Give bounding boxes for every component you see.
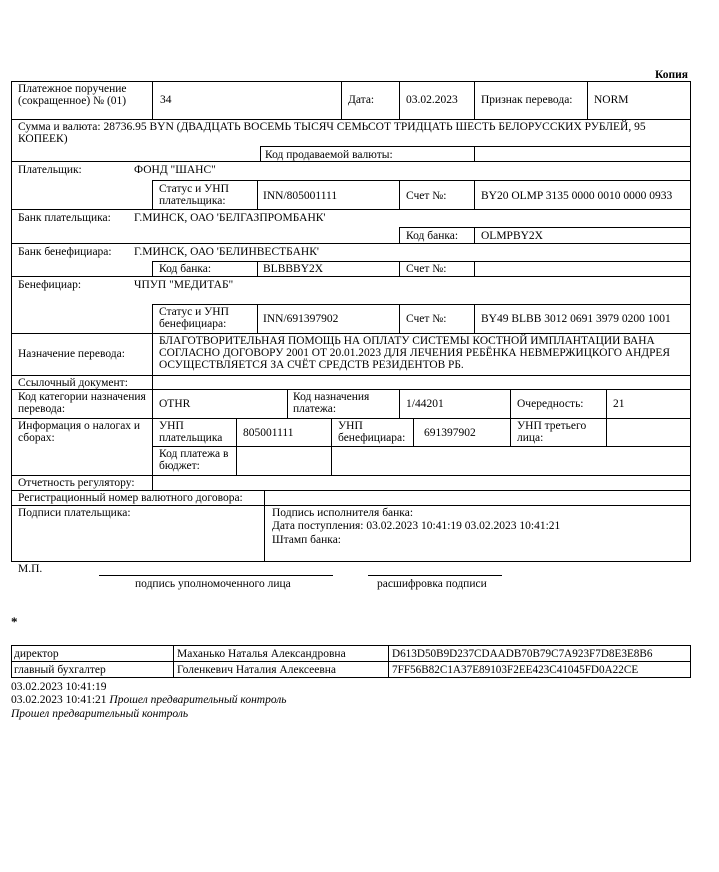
beneficiary-account-label: Счет №: xyxy=(406,313,447,325)
beneficiary-account: BY49 BLBB 3012 0691 3979 0200 1001 xyxy=(481,313,671,325)
purpose-text: БЛАГОТВОРИТЕЛЬНАЯ ПОМОЩЬ НА ОПЛАТУ СИСТЕМЫ КОСТНОЙ ИМПЛАНТАЦИИ ВАНА СОГЛАСНО ДОГОВОРУ 2001 ОТ 20.01.2023 ДЛЯ ЛЕЧЕНИЯ РЕБЁНКА НЕВМЕРЖИЦКОГО АНДРЕЯ ОСУЩЕСТВЛЯЕТСЯ ЗА СЧЁТ СРЕДСТВ РЕЗИДЕНТОВ РБ. xyxy=(159,335,670,371)
taxes-beneficiary-unp-label: УНП бенефициара: xyxy=(338,420,406,444)
beneficiary-bank-code-label: Код банка: xyxy=(159,263,212,275)
log-line-2-note: Прошел предварительный контроль xyxy=(109,694,287,706)
reference-doc-label: Ссылочный документ: xyxy=(18,377,128,389)
budget-code-label: Код платежа в бюджет: xyxy=(159,448,229,472)
order-number: 34 xyxy=(160,94,172,106)
date-label: Дата: xyxy=(348,94,375,106)
transfer-sign-label: Признак перевода: xyxy=(481,94,573,106)
payment-purpose-code: 1/44201 xyxy=(406,398,444,410)
order-date: 03.02.2023 xyxy=(406,94,458,106)
decode-signature-line xyxy=(368,575,502,576)
beneficiary-status-label: Статус и УНП бенефициара: xyxy=(159,306,229,330)
category-label: Код категории назначения перевода: xyxy=(18,391,146,415)
payer-label: Плательщик: xyxy=(18,164,82,176)
payer-bank-name: Г.МИНСК, ОАО 'БЕЛГАЗПРОМБАНК' xyxy=(134,212,326,224)
payer-account-label: Счет №: xyxy=(406,190,447,202)
priority-value: 21 xyxy=(613,398,625,410)
contract-reg-label: Регистрационный номер валютного договора: xyxy=(18,492,243,504)
signature-caption: подпись уполномоченного лица xyxy=(135,578,291,590)
transfer-sign: NORM xyxy=(594,94,629,106)
regulator-label: Отчетность регулятору: xyxy=(18,477,135,489)
signature-line xyxy=(99,575,333,576)
copy-label: Копия xyxy=(655,69,688,81)
payer-bank-code: OLMPBY2X xyxy=(481,230,543,242)
taxes-payer-unp: 805001111 xyxy=(243,427,294,439)
taxes-beneficiary-unp: 691397902 xyxy=(424,427,476,439)
priority-label: Очередность: xyxy=(517,398,584,410)
signer-name: Голенкевич Наталия Алексеевна xyxy=(177,664,337,676)
taxes-label: Информация о налогах и сборах: xyxy=(18,420,141,444)
beneficiary-label: Бенефициар: xyxy=(18,279,82,291)
received-date: Дата поступления: 03.02.2023 10:41:19 03.02.2023 10:41:21 xyxy=(272,520,561,532)
payer-bank-code-label: Код банка: xyxy=(406,230,459,242)
payer-status-label: Статус и УНП плательщика: xyxy=(159,183,229,207)
payer-signatures-label: Подписи плательщика: xyxy=(18,507,131,519)
stamp-place-label: М.П. xyxy=(18,563,43,575)
taxes-third-party-label: УНП третьего лица: xyxy=(517,420,587,444)
beneficiary-unp: INN/691397902 xyxy=(263,313,339,325)
payment-purpose-code-label: Код назначения платежа: xyxy=(293,391,370,415)
taxes-payer-unp-label: УНП плательщика xyxy=(159,420,223,444)
signer-name: Маханько Наталья Александровна xyxy=(177,648,346,660)
payer-unp: INN/805001111 xyxy=(263,190,338,202)
beneficiary-bank-account-label: Счет №: xyxy=(406,263,447,275)
beneficiary-bank-name: Г.МИНСК, ОАО 'БЕЛИНВЕСТБАНК' xyxy=(134,246,319,258)
payer-account: BY20 OLMP 3135 0000 0010 0000 0933 xyxy=(481,190,673,202)
executor-signature-label: Подпись исполнителя банка: xyxy=(272,507,414,519)
decode-caption: расшифровка подписи xyxy=(377,578,487,590)
beneficiary-bank-label: Банк бенефициара: xyxy=(18,246,112,258)
order-title: Платежное поручение (сокращенное) № (01) xyxy=(18,83,127,107)
signer-hash: D613D50B9D237CDAADB70B79C7A923F7D8E3E8B6 xyxy=(392,648,653,660)
bank-stamp-label: Штамп банка: xyxy=(272,534,341,546)
purpose-label: Назначение перевода: xyxy=(18,348,125,360)
payer-name: ФОНД "ШАНС" xyxy=(134,164,216,176)
asterisk-mark: * xyxy=(11,614,18,629)
beneficiary-name: ЧПУП "МЕДИТАБ" xyxy=(134,279,234,291)
log-line-2 xyxy=(11,694,287,706)
log-line-2-time: 03.02.2023 10:41:21 xyxy=(11,694,107,706)
beneficiary-bank-code: BLBBBY2X xyxy=(263,263,324,275)
signer-role: главный бухгалтер xyxy=(14,664,106,676)
payer-bank-label: Банк плательщика: xyxy=(18,212,111,224)
signer-hash: 7FF56B82C1A37E89103F2EE423C41045FD0A22CE xyxy=(392,664,639,676)
sold-currency-label: Код продаваемой валюты: xyxy=(265,149,393,161)
amount-and-currency: Сумма и валюта: 28736.95 BYN (ДВАДЦАТЬ ВОСЕМЬ ТЫСЯЧ СЕМЬСОТ ТРИДЦАТЬ ШЕСТЬ БЕЛОРУССКИХ РУБЛЕЙ, 95 КОПЕЕК) xyxy=(18,121,646,145)
signer-role: директор xyxy=(14,648,59,660)
category-value: OTHR xyxy=(159,398,191,410)
log-line-1: 03.02.2023 10:41:19 xyxy=(11,681,107,693)
log-line-3: Прошел предварительный контроль xyxy=(11,708,189,720)
